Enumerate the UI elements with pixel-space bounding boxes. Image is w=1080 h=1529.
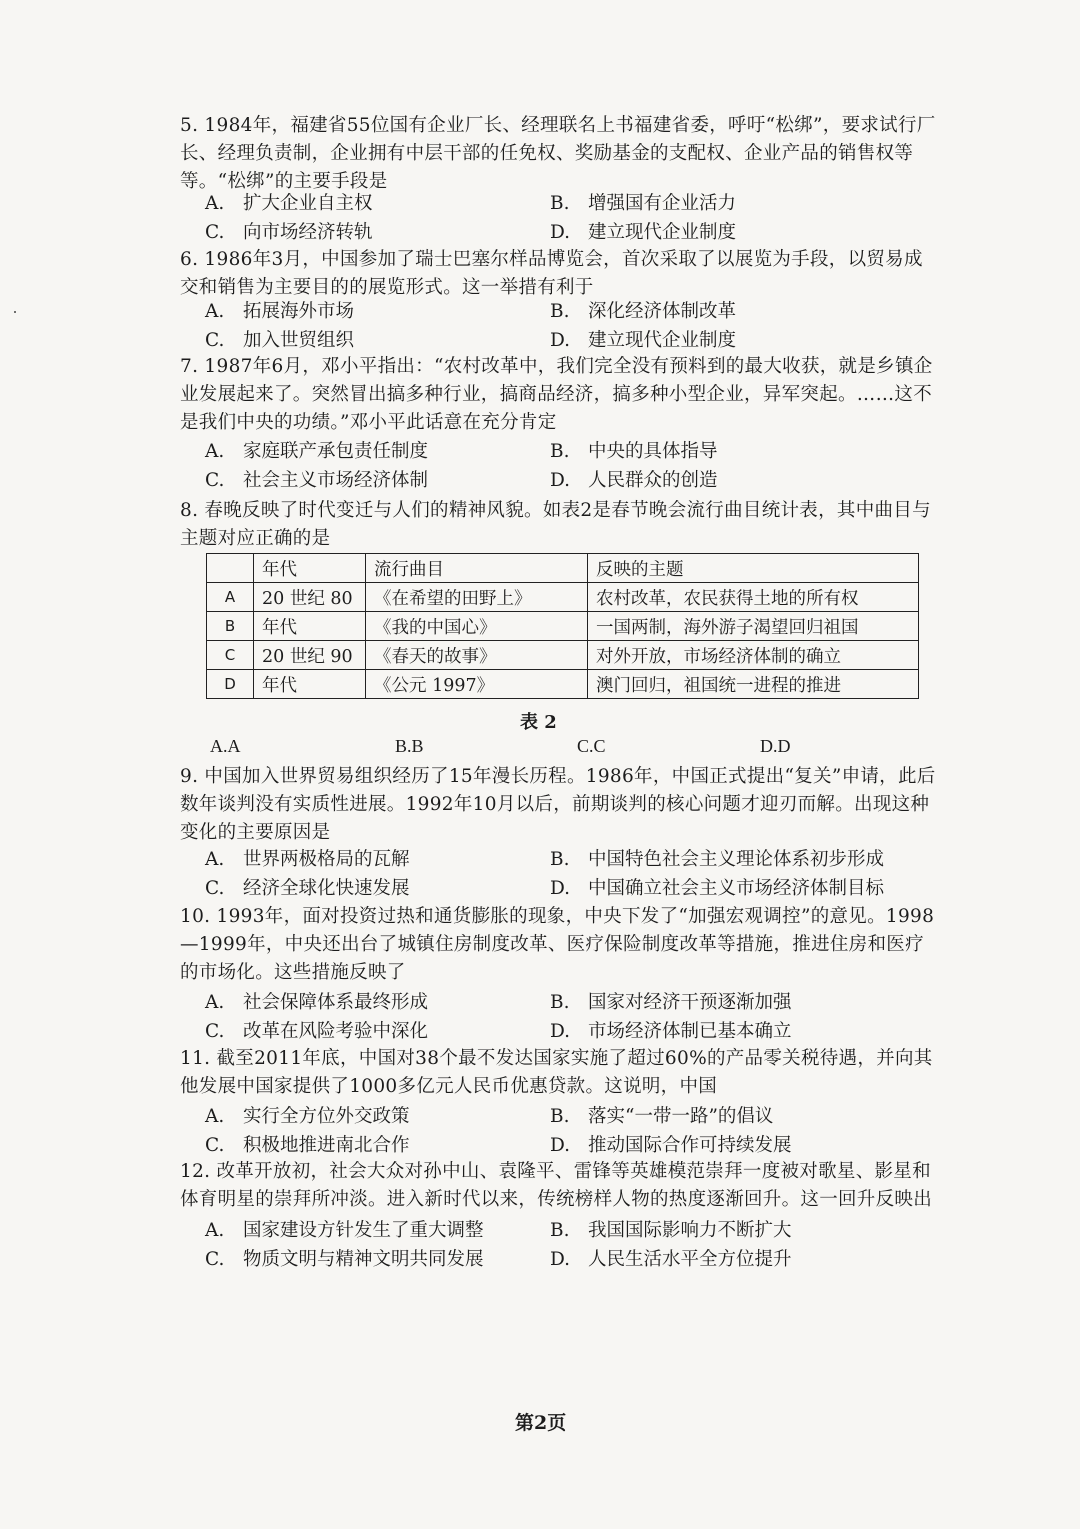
- question-10-options: [205, 988, 925, 1046]
- option-b: B. 我国国际影响力不断扩大: [550, 1220, 792, 1241]
- option-d: D. 建立现代企业制度: [550, 330, 737, 351]
- option-d: D. 人民群众的创造: [550, 470, 718, 491]
- option-c: C. 加入世贸组织: [205, 330, 355, 351]
- row-theme: 一国两制，海外游子渴望回归祖国: [588, 612, 919, 641]
- page-number: 第2页: [515, 1412, 567, 1434]
- table-row: [207, 612, 919, 641]
- table-header-cell: [207, 554, 254, 583]
- row-era: 20 世纪 80: [254, 583, 366, 612]
- question-5-options: [205, 189, 925, 247]
- option-b: B. 深化经济体制改革: [550, 301, 737, 322]
- option-b: B. 国家对经济干预逐渐加强: [550, 992, 792, 1013]
- row-key: C: [207, 641, 254, 670]
- question-12-options: [205, 1216, 925, 1274]
- question-5-stem: 5. 1984年，福建省55位国有企业厂长、经理联名上书福建省委，呼吁“松绑”，要求试行厂长、经理负责制，企业拥有中层干部的任免权、奖励基金的支配权、企业产品的销售权等等。“松绑”的主要手段是: [180, 115, 936, 192]
- row-era: 年代: [254, 670, 366, 699]
- option-d: D. 人民生活水平全方位提升: [550, 1249, 792, 1270]
- question-8-stem: 8. 春晚反映了时代变迁与人们的精神风貌。如表2是春节晚会流行曲目统计表，其中曲目与主题对应正确的是: [180, 500, 931, 549]
- row-theme: 农村改革，农民获得土地的所有权: [588, 583, 919, 612]
- table-header-row: [207, 554, 919, 583]
- row-key: D: [207, 670, 254, 699]
- question-6-stem: 6. 1986年3月，中国参加了瑞士巴塞尔样品博览会，首次采取了以展览为手段，以贸易成交和销售为主要目的的展览形式。这一举措有利于: [180, 249, 923, 298]
- option-d: D. 中国确立社会主义市场经济体制目标: [550, 878, 885, 899]
- option-c: C. 经济全球化快速发展: [205, 878, 410, 899]
- q8-option-a: A.A: [210, 736, 241, 756]
- row-era: 20 世纪 90: [254, 641, 366, 670]
- option-d: D. 市场经济体制已基本确立: [550, 1021, 792, 1042]
- row-key: A: [207, 583, 254, 612]
- option-d: D. 建立现代企业制度: [550, 222, 737, 243]
- table-row: [207, 583, 919, 612]
- option-c: C. 改革在风险考验中深化: [205, 1021, 429, 1042]
- question-7-stem: 7. 1987年6月，邓小平指出：“农村改革中，我们完全没有预料到的最大收获，就是乡镇企业发展起来了。突然冒出搞多种行业，搞商品经济，搞多种小型企业，异军突起。……这不是我们中央的功绩。”邓小平此话意在充分肯定: [180, 356, 933, 433]
- option-b: B. 中央的具体指导: [550, 441, 718, 462]
- option-a: A. 世界两极格局的瓦解: [205, 849, 410, 870]
- option-d: D. 推动国际合作可持续发展: [550, 1135, 792, 1156]
- option-a: A. 家庭联产承包责任制度: [205, 441, 429, 462]
- option-c: C. 积极地推进南北合作: [205, 1135, 410, 1156]
- option-b: B. 落实“一带一路”的倡议: [550, 1106, 774, 1127]
- question-6-options: [205, 297, 925, 355]
- table-caption: 表 2: [520, 712, 557, 733]
- question-12-stem: 12. 改革开放初，社会大众对孙中山、袁隆平、雷锋等英雄模范崇拜一度被对歌星、影星和体育明星的崇拜所冲淡。进入新时代以来，传统榜样人物的热度逐渐回升。这一回升反映出: [180, 1161, 933, 1210]
- option-a: A. 社会保障体系最终形成: [205, 992, 429, 1013]
- row-key: B: [207, 612, 254, 641]
- option-a: A. 国家建设方针发生了重大调整: [205, 1220, 484, 1241]
- question-11-options: [205, 1102, 925, 1160]
- option-b: B. 中国特色社会主义理论体系初步形成: [550, 849, 885, 870]
- question-9-stem: 9. 中国加入世界贸易组织经历了15年漫长历程。1986年，中国正式提出“复关”申请，此后数年谈判没有实质性进展。1992年10月以后，前期谈判的核心问题才迎刃而解。出现这种变化的主要原因是: [180, 766, 936, 843]
- row-song: 《春天的故事》: [366, 641, 588, 670]
- option-a: A. 实行全方位外交政策: [205, 1106, 410, 1127]
- question-10-stem: 10. 1993年，面对投资过热和通货膨胀的现象，中央下发了“加强宏观调控”的意见。1998—1999年，中央还出台了城镇住房制度改革、医疗保险制度改革等措施，推进住房和医疗的市场化。这些措施反映了: [180, 906, 935, 983]
- table-row: [207, 641, 919, 670]
- row-song: 《公元 1997》: [366, 670, 588, 699]
- option-c: C. 向市场经济转轨: [205, 222, 373, 243]
- table-header-cell: 年代: [254, 554, 366, 583]
- row-theme: 澳门回归，祖国统一进程的推进: [588, 670, 919, 699]
- song-theme-table: [206, 553, 919, 699]
- table-header-cell: 流行曲目: [366, 554, 588, 583]
- option-a: A. 拓展海外市场: [205, 301, 355, 322]
- row-song: 《在希望的田野上》: [366, 583, 588, 612]
- question-11-stem: 11. 截至2011年底，中国对38个最不发达国家实施了超过60%的产品零关税待遇，并向其他发展中国家提供了1000多亿元人民币优惠贷款。这说明，中国: [180, 1048, 933, 1097]
- option-c: C. 物质文明与精神文明共同发展: [205, 1249, 484, 1270]
- option-c: C. 社会主义市场经济体制: [205, 470, 429, 491]
- scan-speck: [14, 311, 16, 313]
- table-header-cell: 反映的主题: [588, 554, 919, 583]
- q8-option-d: D.D: [760, 736, 791, 756]
- q8-option-b: B.B: [395, 736, 424, 756]
- row-theme: 对外开放，市场经济体制的确立: [588, 641, 919, 670]
- q8-option-c: C.C: [577, 736, 606, 756]
- question-9-options: [205, 845, 925, 903]
- option-b: B. 增强国有企业活力: [550, 193, 737, 214]
- table-row: [207, 670, 919, 699]
- question-7-options: [205, 437, 925, 495]
- row-era: 年代: [254, 612, 366, 641]
- row-song: 《我的中国心》: [366, 612, 588, 641]
- option-a: A. 扩大企业自主权: [205, 193, 373, 214]
